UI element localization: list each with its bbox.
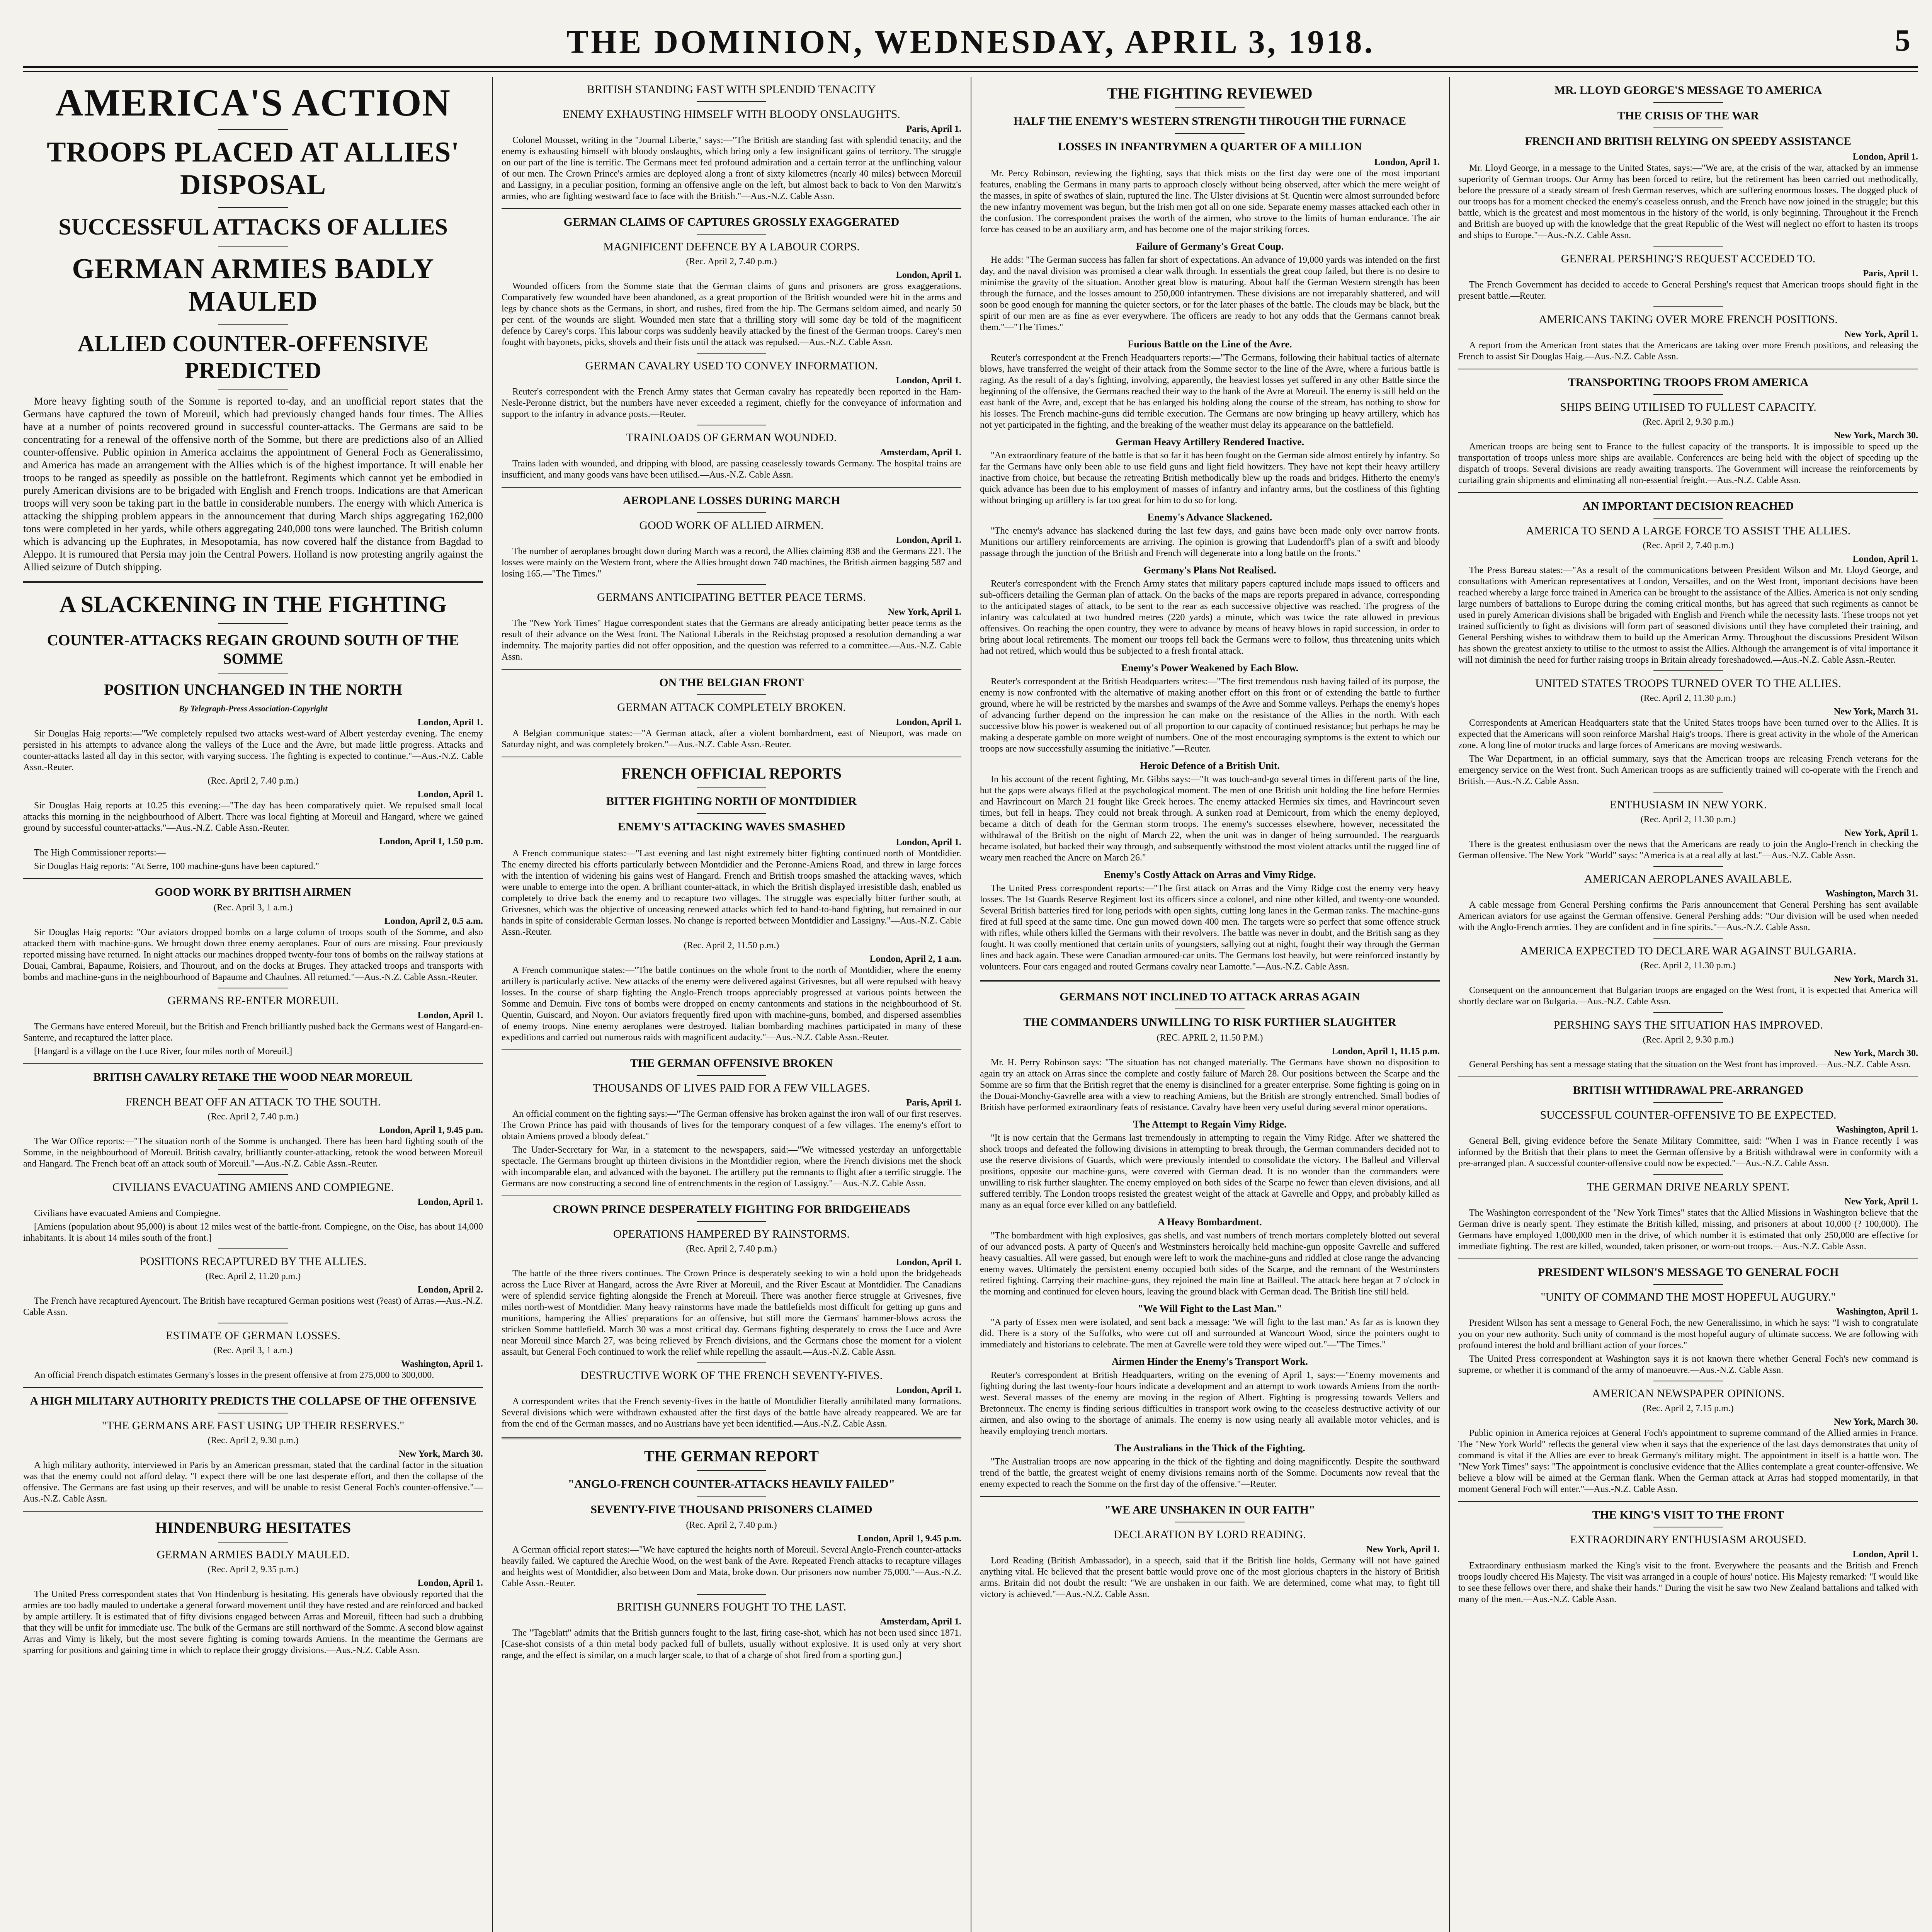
divider (1175, 107, 1245, 108)
received-line: (Rec. April 2, 9.30 p.m.) (1643, 1035, 1734, 1045)
divider (1458, 1501, 1918, 1502)
article-paragraph: The French have recaptured Ayencourt. The British have recaptured German positions west (?east) of Arras.—Aus.-N.Z. Cable Assn. (23, 1296, 483, 1317)
headline: THE GERMAN REPORT (644, 1447, 819, 1465)
headline: GOOD WORK BY BRITISH AIRMEN (155, 886, 352, 898)
divider (697, 813, 766, 814)
subheading: Germany's Plans Not Realised. (1143, 565, 1276, 576)
dateline: Paris, April 1. (906, 1098, 961, 1108)
divider (218, 1248, 288, 1249)
article-paragraph: The Under-Secretary for War, in a statement to the newspapers, said:—"We witnessed yesterday an unforgettable spectacle. The Germans brought up thirteen divisions in the Montdidier region, where the French divisions met the shock with incomparable elan, and advanced with the bayonet. The artillery put the remnants to flight after a terrific struggle. The Germans are now constructing a second line of entrenchments in the region of Lassigny."—Aus.-N.Z. Cable Assn. (502, 1145, 961, 1189)
column-1 (23, 77, 483, 1932)
headline: "THE GERMANS ARE FAST USING UP THEIR RESERVES." (102, 1419, 405, 1432)
divider (697, 787, 766, 788)
received-line: (Rec. April 2, 9.30 p.m.) (207, 1435, 299, 1446)
divider (1175, 133, 1245, 134)
dateline: London, April 1. (896, 1385, 961, 1395)
article-paragraph: The Press Bureau states:—"As a result of the communications between President Wilson and Mr. Lloyd George, and consultations with American representatives at London, Versailles, and on the West front, important decisions have been reached whereby a large force trained in America can be brought to the assistance of the Allies. America is not only sending large numbers of battalions to Europe during the coming critical months, but has agreed that such regiments as cannot be used in purely American divisions shall be brigaded with English and French while the necessity lasts. These troops not yet trained sufficiently to fight as divisions will form part of seasoned divisions until they have completed their training, and General Pershing wishes to withdraw them to build up the American Army. Throughout the discussions President Wilson has shown the greatest anxiety to utilise to the utmost to assist the Allies. Although the arrangement is of vital importance it will not diminish the need for further raising troops in Britain already foreshadowed.—Aus.-N.Z. Cable Assn.-Reuter. (1458, 565, 1918, 665)
headline: TRAINLOADS OF GERMAN WOUNDED. (626, 431, 837, 444)
headline: GERMAN ARMIES BADLY MAULED. (156, 1548, 350, 1561)
article-paragraph: A Belgian communique states:—"A German attack, after a violent bombardment, east of Nieuport, was made on Saturday night, and was completely broken."—Aus.-N.Z. Cable Assn.-Reuter. (502, 728, 961, 750)
dateline: Washington, April 1. (401, 1359, 483, 1369)
subheading: Furious Battle on the Line of the Avre. (1128, 338, 1292, 350)
article-paragraph: Sir Douglas Haig reports:—"We completely repulsed two attacks west-ward of Albert yesterday evening. The enemy persisted in his attempts to advance along the valleys of the Luce and the Avre, but made little progress. Attacks and counter-attacks lasted all day in this sector, with varying success. The fighting is expected to continue."—Aus.-N.Z. Cable Assn.-Reuter. (23, 729, 483, 772)
divider (697, 101, 766, 102)
headline: BRITISH CAVALRY RETAKE THE WOOD NEAR MOREUIL (93, 1071, 413, 1083)
headline: THE GERMAN DRIVE NEARLY SPENT. (1587, 1180, 1790, 1193)
headline: THE KING'S VISIT TO THE FRONT (1592, 1509, 1784, 1521)
article-paragraph: There is the greatest enthusiasm over the news that the Americans are ready to join the Anglo-French in checking the German offensive. The New York "World" says: "America is at a real ally at last."—Aus.-N.Z. Cable Assn. (1458, 839, 1918, 861)
headline: THOUSANDS OF LIVES PAID FOR A FEW VILLAGES. (593, 1082, 870, 1094)
headline: "UNITY OF COMMAND THE MOST HOPEFUL AUGURY." (1541, 1291, 1836, 1303)
column-4 (1458, 77, 1918, 1932)
received-line: (Rec. April 2, 7.40 p.m.) (686, 257, 777, 267)
dateline: London, April 1. (1852, 554, 1918, 564)
headline: GERMANS ANTICIPATING BETTER PEACE TERMS. (597, 591, 866, 604)
divider (502, 208, 961, 209)
article-paragraph: Reuter's correspondent at the British Headquarters writes:—"The first tremendous rush having failed of its purpose, the enemy is now confronted with the alternative of making another effort on this front or of extending the battle to further ground, where he will be restricted by the marshes and swamps of the Avre and Somme valleys. Perhaps the enemy's hopes of advancing further depend on the impression he can make on the resistance of the Allies in the north. With each successive blow his power is weakened out of all proportion to our capacity of continued resistance; but perhaps he may be making a desperate gamble on more weight of numbers. One of the most encouraging symptoms is the extent to which our troops are now successfully assuming the initiative."—Reuter. (980, 677, 1440, 754)
received-line: (Rec. April 2, 7.40 p.m.) (207, 1112, 299, 1122)
headline: UNITED STATES TROOPS TURNED OVER TO THE ALLIES. (1535, 677, 1841, 690)
subheading: "We Will Fight to the Last Man." (1138, 1303, 1282, 1314)
article-paragraph: He adds: "The German success has fallen far short of expectations. An advance of 19,000 yards was intended on the first day, and the naval division was promised a clear walk through. In essentials the great coup failed, but there is no desire to minimise the gravity of the situation. Another great blow is maturing. About half the German Western strength has been through the furnace, and the losses amount to 250,000 infantrymen. These divisions are not irreparably shattered, and will soon be good enough for manning the quieter sectors, or for the later phases of the battle. The clouds may be black, but the spirit of our men are as fine as ever everywhere. The officers are ready to hot any odds that the Germans cannot break them."—"The Times." (980, 255, 1440, 332)
article-paragraph: Civilians have evacuated Amiens and Compiegne. (34, 1208, 221, 1218)
headline: AEROPLANE LOSSES DURING MARCH (622, 494, 840, 507)
divider (1653, 1102, 1723, 1103)
headline: BRITISH STANDING FAST WITH SPLENDID TENACITY (587, 83, 876, 96)
subheading: German Heavy Artillery Rendered Inactive. (1115, 436, 1304, 447)
divider (697, 1470, 766, 1471)
divider (23, 1387, 483, 1388)
article-paragraph: A cable message from General Pershing confirms the Paris announcement that General Pershing has sent available American aviators for use against the German offensive. General Pershing adds: "Our division will be used when needed with the Anglo-French armies. They are confident and in fine spirits."—Aus.-N.Z. Cable Assn. (1458, 900, 1918, 932)
dateline: London, April 1. (417, 1010, 483, 1020)
dateline: London, April 1. (1852, 1549, 1918, 1560)
divider (218, 324, 288, 325)
masthead (23, 19, 1918, 68)
received-line: (Rec. April 2, 7.40 p.m.) (686, 1244, 777, 1254)
divider (1653, 306, 1723, 307)
column-rule (492, 77, 493, 1932)
article-paragraph: Consequent on the announcement that Bulgarian troops are engaged on the West front, it is expected that America will shortly declare war on Bulgaria.—Aus.-N.Z. Cable Assn. (1458, 985, 1918, 1007)
received-line: (Rec. April 2, 7.40 p.m.) (686, 1520, 777, 1530)
dateline: Washington, April 1. (1836, 1125, 1918, 1135)
received-line: (REC. APRIL 2, 11.50 P.M.) (1156, 1033, 1263, 1043)
column-2 (502, 77, 961, 1932)
headline: PRESIDENT WILSON'S MESSAGE TO GENERAL FOCH (1537, 1266, 1839, 1279)
received-line: (Rec. April 2, 11.30 p.m.) (1640, 961, 1736, 971)
headline: AMERICANS TAKING OVER MORE FRENCH POSITIONS. (1539, 313, 1838, 326)
headline: MR. LLOYD GEORGE'S MESSAGE TO AMERICA (1554, 84, 1822, 97)
headline: THE FIGHTING REVIEWED (1107, 85, 1313, 102)
article-paragraph: A French communique states:—"The battle continues on the whole front to the north of Montdidier, where the enemy artillery is particularly active. New attacks of the enemy were delivered against Grivesnes, but all were repulsed with heavy losses. In the course of sharp fighting the Anglo-French troops appreciably progressed at various points between the Somme and Demuin. Five tons of bombs were dropped on enemy cantonments and stations in the neighbourhood of St. Quentin, Guiscard, and Noyon. Our aviators frequently fired upon with machine-guns, bombed, and dispersed assemblies of enemy troops. Nine enemy aeroplanes were destroyed. Italian bombarding machines participated in many of these expeditions and carried out numerous raids with magnificent audacity."—Aus.-N.Z. Cable Assn.-Reuter. (502, 965, 961, 1043)
dateline: London, April 1. (417, 789, 483, 799)
dateline: London, April 1. (896, 1257, 961, 1267)
dateline: New York, March 30. (1834, 430, 1918, 440)
received-line: (Rec. April 2, 7.15 p.m.) (1643, 1403, 1734, 1413)
dateline: London, April 1. (896, 837, 961, 847)
dateline: Washington, April 1. (1836, 1307, 1918, 1317)
article-paragraph: The War Office reports:—"The situation north of the Somme is unchanged. There has been hard fighting south of the Somme, in the neighbourhood of Moreuil. British cavalry, brilliantly counter-attacking, retook the wood between Moreuil and Hangard. The French beat off an attack south of Moreuil."—Aus.-N.Z. Cable Assn.-Reuter. (23, 1136, 483, 1169)
headline: A HIGH MILITARY AUTHORITY PREDICTS THE COLLAPSE OF THE OFFENSIVE (30, 1395, 476, 1407)
divider (502, 669, 961, 670)
received-line: (Rec. April 2, 11.50 p.m.) (684, 940, 779, 951)
headline: SUCCESSFUL COUNTER-OFFENSIVE TO BE EXPECTED. (1540, 1109, 1837, 1121)
headline: ALLIED COUNTER-OFFENSIVE PREDICTED (77, 331, 429, 383)
dateline: London, April 2. (417, 1285, 483, 1295)
received-line: (Rec. April 2, 11.30 p.m.) (1640, 815, 1736, 825)
article-paragraph: The battle of the three rivers continues. The Crown Prince is desperately seeking to win a hold upon the bridgeheads across the Luce River at Hangard, across the Avre River at Moreuil, and the River Escaut at Montdidier. The Canadians were of splendid service fighting alongside the French at Moreuil. There was another fierce struggle at Grivesnes, five miles north-west of Montdidier. Many heavy rainstorms have made the battlefields most difficult for getting up guns and munitions, hampering the Allies' preparations for an offensive, but still more the Germans' hammer-blows across the stricken Somme battlefield. March 30 was a most critical day. Germans fighting desperately to cross the Luce and Avre near Moreuil since March 27, was being relieved by French divisions, and the Germans chose the moment for a violent assault, but General Foch continued to work the relief while repelling the assault.—Aus.-N.Z. Cable Assn. (502, 1269, 961, 1357)
headline: DECLARATION BY LORD READING. (1114, 1528, 1306, 1541)
article-paragraph: Lord Reading (British Ambassador), in a speech, said that if the British line holds, Germany will not have gained anything vital. He believed that the present battle would prove one of the most glorious chapters in the history of British arms. Britain did not doubt the result: "We are unshaken in our faith. We are determined, come what may, to fight till victory is achieved."—Aus.-N.Z. Cable Assn. (980, 1556, 1440, 1599)
headline: GERMAN ATTACK COMPLETELY BROKEN. (617, 701, 846, 714)
article-paragraph: The United Press correspondent reports:—"The first attack on Arras and the Vimy Ridge cost the enemy very heavy losses. The 1st Guards Reserve Regiment lost its officers since a colonel, and nine other killed, and twenty-one wounded. Several British batteries fired for long periods with open sights, cutting long lanes in the German ranks. The machine-guns fired at full speed at the same time. One gun mowed down 400 men. The targets were so perfect that some offence struck with rifles, while others killed the Germans with their revolvers. The battle was never in doubt, and the British sang as they fought. It was coolly mentioned that certain units of youngsters, sallying out at night, fought their way through the German lines and back again. These were Canadian armoured-car units. The Germans lost heavily, but were reinforced instantly by volunteers. Four cars engaged and routed Germans cavalry near Lamotte."—Aus.-N.Z. Cable Assn. (980, 883, 1440, 972)
dateline: New York, April 1. (1366, 1544, 1440, 1554)
headline: HINDENBURG HESITATES (155, 1519, 351, 1536)
received-line: (Rec. April 2, 11.30 p.m.) (1640, 693, 1736, 703)
column-rule (1449, 77, 1450, 1932)
article-paragraph: Reuter's correspondent with the French Army states that military papers captured include maps issued to officers and sub-officers detailing the German plan of attack. On the backs of the maps are reports prepared in advance, corresponding to the anticipated stages of attack, to be sent to the rear as each successive objective was reached. The progress of the infantry was calculated at two hundred metres (220 yards) a minute, which was twice the rate allowed in previous offensives. On reaching the open country, they were to advance by means of heavy blows in rapid succession, in order to bring about local retirements. The moment our troops fell back the Germans were to follow, thus threatening units which had not retired, which would thus be subjected to a fresh frontal attack. (980, 579, 1440, 656)
headline: THE GERMAN OFFENSIVE BROKEN (630, 1057, 833, 1070)
divider (218, 1174, 288, 1175)
divider (1653, 394, 1723, 395)
headline: A SLACKENING IN THE FIGHTING (59, 592, 447, 617)
headline: EXTRAORDINARY ENTHUSIASM AROUSED. (1570, 1533, 1806, 1546)
headline: CROWN PRINCE DESPERATELY FIGHTING FOR BRIDGEHEADS (553, 1203, 910, 1216)
masthead-title: THE DOMINION, WEDNESDAY, APRIL 3, 1918. (566, 23, 1375, 60)
article-paragraph: The "New York Times" Hague correspondent states that the Germans are already anticipating better peace terms as the result of their advance on the West front. The National Liberals in the Reichstag proposed a resolution demanding a war indemnity. The majority parties did not offer opposition, and the question was referred to a committee.—Aus.-N.Z. Cable Assn. (502, 618, 961, 662)
divider (218, 246, 288, 247)
divider (23, 1063, 483, 1064)
article-paragraph: [Amiens (population about 95,000) is about 12 miles west of the battle-front. Compiegne, on the Oise, has about 14,000 inhabitants. It is about 14 miles south of the front.] (23, 1222, 483, 1243)
article-paragraph: The "Tageblatt" admits that the British gunners fought to the last, firing case-shot, which has not been used since 1871. [Case-shot consists of a thin metal body packed full of bullets, usually without explosive. It is used only at very short range, and the effect is similar, on a much larger scale, to that of a charge of shot fired from a sporting gun.] (502, 1628, 961, 1660)
divider (218, 129, 288, 130)
divider (697, 1496, 766, 1497)
subheading: Airmen Hinder the Enemy's Transport Work. (1112, 1356, 1308, 1367)
headline: FRENCH AND BRITISH RELYING ON SPEEDY ASSISTANCE (1525, 135, 1852, 148)
subheading: A Heavy Bombardment. (1158, 1216, 1262, 1228)
article-paragraph: Reuter's correspondent at British Headquarters, writing on the evening of April 1, says:—"Enemy movements and fighting during the last twenty-four hours indicate a development and an attempt to work towards Amiens from the north-west. Several masses of the enemy are moving in the region of Albert. Fighting is progressing towards Vellers and Bretonneux. The enemy is finding serious difficulties in transport work owing to the ceaseless destructive activity of our airmen, and also owing to the shortage of animals. The enemy is now using nearly all available motor vehicles, and is heavily employing trench mortars. (980, 1370, 1440, 1436)
page-number: 5 (1895, 24, 1910, 58)
dateline: London, April 2, 0.5 a.m. (384, 916, 483, 926)
article-paragraph: An official comment on the fighting says:—"The German offensive has broken against the iron wall of our first reserves. The Crown Prince has paid with thousands of lives for the temporary conquest of a few villages. The enemy's effort to obtain Amiens proved a bloody defeat." (502, 1109, 961, 1141)
article-paragraph: The Germans have entered Moreuil, but the British and French brilliantly pushed back the Germans west of Hangard-en-Santerre, and recaptured the latter place. (23, 1022, 483, 1043)
divider (697, 234, 766, 235)
headline: FRENCH OFFICIAL REPORTS (621, 765, 842, 782)
headline: GERMAN CAVALRY USED TO CONVEY INFORMATION. (585, 359, 878, 372)
article-paragraph: "An extraordinary feature of the battle is that so far it has been fought on the German side almost entirely by infantry. So far the Germans have only been able to use field guns and light field howitzers. They have not kept their heavy artillery inactive from choice, but because the retreating British methodically blew up the roads and bridges. Hitherto the enemy's quick advance has been due to his employment of masses of infantry and infantry arms, but the costliness of this fighting without bringing up artillery is far too great for him to do so for long. (980, 451, 1440, 505)
divider (1653, 1012, 1723, 1013)
divider (502, 487, 961, 488)
article-paragraph: Reuter's correspondent at the French Headquarters reports:—"The Germans, following their habitual tactics of alternate blows, have transferred the weight of their attack from the Somme sector to the line of the Avre, where a furious battle is raging. As the result of a day's fighting, involving, apparently, the heaviest losses yet suffered in any other Battle since the beginning of the offensive, the Germans reached their way to the bank of the Avre at Moreuil. The enemy is still held on the east bank of the Avre, and, except that he has enlarged his holding along the course of the stream, has nothing to show for his losses. The French machine-guns did terrible execution. The Germans are now bringing up heavy artillery, which has not yet participated in the fighting, and the breaking of the weather must delay its appearance on the battlefield. (980, 353, 1440, 430)
article-paragraph: Correspondents at American Headquarters state that the United States troops have been turned over to the Allies. It is expected that the Americans will soon reinforce Marshal Haig's troops. There is great activity in the whole of the American zone. A long line of motor trucks and large forces of Americans are moving westwards. (1458, 718, 1918, 750)
dateline: London, April 1. (417, 718, 483, 728)
dateline: London, April 1. (896, 717, 961, 727)
dateline: Amsterdam, April 1. (880, 1617, 961, 1627)
divider (1653, 670, 1723, 671)
article-paragraph: Colonel Mousset, writing in the "Journal Liberte," says:—"The British are standing fast with splendid tenacity, and the enemy is exhausting himself with bloody onslaughts, which bring only a few insignificant gains of territory. The struggle on our part of the line is terrific. The Germans meet fed profound admiration and a certain terror at the unflinching valour of our men. The Crown Prince's armies are deployed along a front of sixty kilometres (nearly 40 miles) between Moreuil and Lassigny, in a peculiar position, forming an offensive angle on the left, but almost back to back to Von den Marwitz's armies, who are fighting westward face to face with the British."—Aus.-N.Z. Cable Assn. (502, 135, 961, 201)
dateline: New York, April 1. (888, 607, 961, 617)
dateline: London, April 1, 9.45 p.m. (857, 1534, 961, 1544)
headline: POSITIONS RECAPTURED BY THE ALLIES. (139, 1255, 367, 1268)
subheading: Enemy's Costly Attack on Arras and Vimy Ridge. (1104, 869, 1316, 880)
divider (502, 1437, 961, 1439)
headline: ENEMY'S ATTACKING WAVES SMASHED (617, 820, 845, 833)
headline: LOSSES IN INFANTRYMEN A QUARTER OF A MILLION (1058, 140, 1362, 153)
dateline: London, April 1, 9.45 p.m. (379, 1125, 483, 1135)
divider (697, 584, 766, 585)
divider (697, 1075, 766, 1076)
received-line: (Rec. April 3, 1 a.m.) (214, 1345, 293, 1355)
dateline: New York, March 31. (1834, 974, 1918, 984)
divider (697, 1362, 766, 1363)
headline: THE CRISIS OF THE WAR (1617, 109, 1759, 122)
headline: ESTIMATE OF GERMAN LOSSES. (166, 1329, 340, 1342)
received-line: (Rec. April 2, 9.35 p.m.) (207, 1565, 299, 1575)
headline: GERMANS RE-ENTER MOREUIL (167, 994, 339, 1007)
masthead-rule (23, 71, 1918, 72)
article-paragraph: The United Press correspondent states that Von Hindenburg is hesitating. His generals have obviously reported that the armies are too badly mauled to undertake a general forward movement until they have rested and are reinforced and backed by ample artillery. It is estimated that of fifty divisions engaged between Arras and Moreuil, fifteen had such a drubbing that they will be unfit for immediate use. The bulk of the Germans are still northward of the Somme. A second blow against Arras and Vimy is likely, but the most severe fighting is coming towards Amiens. In the meantime the Germans are sparring for positions and gaining time in which to replace their groggy divisions.—Aus.-N.Z. Cable Assn. (23, 1589, 483, 1655)
dateline: London, April 1, 11.15 p.m. (1332, 1046, 1440, 1056)
headline: ENEMY EXHAUSTING HIMSELF WITH BLOODY ONSLAUGHTS. (563, 108, 900, 121)
article-paragraph: Mr. Percy Robinson, reviewing the fighting, says that thick mists on the first day were one of the most important features, enabling the Germans in many parts to approach closely without being observed, after which the mere weight of the masses, in spite of swathes of slain, ruptured the line. The Ulster divisions at St. Quentin were almost surrounded before the new infantry movement was begun, but the Irish men got all on one side. Separate enemy masses attacked each other in the confusion. The correspondent praises the worth of the airmen, who strove to the limits of human endurance. The air force has ceased to be an auxiliary arm, and has become one of the major striking forces. (980, 168, 1440, 235)
dateline: Paris, April 1. (906, 124, 961, 134)
article-paragraph: A correspondent writes that the French seventy-fives in the battle of Montdidier literally annihilated many formations. Several divisions which were withdrawn exhausted after the first days of the battle have already reappeared. We are far from the end of the German masses, and no Austrians have yet been identified.—Aus.-N.Z. Cable Assn. (502, 1396, 961, 1429)
divider (980, 980, 1440, 982)
column-3 (980, 77, 1440, 1932)
dateline: London, April 2, 1 a.m. (869, 954, 961, 964)
received-line: (Rec. April 2, 7.40 p.m.) (207, 776, 299, 786)
divider (1653, 102, 1723, 103)
dateline: New York, April 1. (1844, 828, 1918, 838)
article-paragraph: The French Government has decided to accede to General Pershing's request that American troops should fight in the present battle.—Reuter. (1458, 280, 1918, 301)
article-paragraph: The Washington correspondent of the "New York Times" states that the Allied Missions in Washington believe that the German drive is nearly spent. They estimate the British killed, missing, and prisoners at about 10,000 (? 100,000). The Germans have employed 1,000,000 men in the drive, of which number it is estimated that only 250,000 are effective for immediate fighting. The rest are killed, wounded, taken prisoner, or worn-out troops.—Aus.-N.Z. Cable Assn. (1458, 1208, 1918, 1252)
article-paragraph: "The Australian troops are now appearing in the thick of the fighting and doing magnificently. Despite the southward trend of the battle, the greatest weight of enemy divisions remains north of the Somme. Documents now reveal that the enemy expected to reach the Somme on the first day of the offensive."—Reuter. (980, 1457, 1440, 1489)
dateline: London, April 1. (1852, 152, 1918, 162)
dateline: London, April 1. (417, 1197, 483, 1207)
headline: AMERICAN AEROPLANES AVAILABLE. (1584, 872, 1793, 885)
dateline: Paris, April 1. (1863, 269, 1918, 279)
headline: TROOPS PLACED AT ALLIES' DISPOSAL (47, 136, 459, 201)
headline: GENERAL PERSHING'S REQUEST ACCEDED TO. (1561, 252, 1816, 265)
article-paragraph: Trains laden with wounded, and dripping with blood, are passing ceaselessly towards Germany. The hospital trains are insufficient, and many goods vans have been utilised.—Aus.-N.Z. Cable Assn. (502, 459, 961, 480)
headline: AMERICAN NEWSPAPER OPINIONS. (1592, 1387, 1785, 1400)
received-line: (Rec. April 2, 7.40 p.m.) (1643, 541, 1734, 551)
divider (1653, 938, 1723, 939)
divider (1653, 1284, 1723, 1285)
dateline: London, April 1. (417, 1578, 483, 1588)
headline: AMERICA EXPECTED TO DECLARE WAR AGAINST BULGARIA. (1520, 944, 1857, 957)
divider (502, 1049, 961, 1050)
article-paragraph: Sir Douglas Haig reports at 10.25 this evening:—"The day has been comparatively quiet. We repulsed small local attacks this morning in the neighbourhood of Albert. There was local fighting at Moreuil and Hangard, where we gained ground by successful counter-attacks."—Aus.-N.Z. Cable Assn.-Reuter. (23, 801, 483, 833)
article-paragraph: A high military authority, interviewed in Paris by an American pressman, stated that the cardinal factor in the situation was that the enemy could not afford delay. "I expect there will be one last desperate effort, and then the collapse of the offensive. The Germans are fast using up their reserves, and will be unable to resist General Foch's counter-offensive."—Aus.-N.Z. Cable Assn. (23, 1460, 483, 1504)
headline: ON THE BELGIAN FRONT (659, 676, 804, 689)
source-line: By Telegraph-Press Association-Copyright (179, 704, 328, 713)
headline: OPERATIONS HAMPERED BY RAINSTORMS. (613, 1228, 850, 1240)
article-paragraph: Mr. H. Perry Robinson says: "The situation has not changed materially. The Germans have shown no disposition to again try an attack on Arras since the complete and costly failure of March 28. Our positions between the Scarpe and the Somme are so firm that the British regret that the enemy is disinclined for a greater enterprise. Some fighting is going on in the Douai-Monchy-Gavrelle area with a view to reaching Amiens, but the British are strongly entrenched. Small bodies of British have performed extraordinary feats of resistance. Cavalry have been very useful during several minor operations. (980, 1058, 1440, 1112)
headline: "WE ARE UNSHAKEN IN OUR FAITH" (1104, 1503, 1315, 1516)
article-paragraph: Public opinion in America rejoices at General Foch's appointment to supreme command of the Allied armies in France. The "New York World" reflects the general view when it says that the experience of the last days demonstrates that unity of command is vital if the Allies are ever to break Germany's military might. The appointment in itself is a battle won. The "New York Times" says: "The appointment is conclusive evidence that the Allies contemplate a great counter-offensive. We believe a blow will be aimed at the German flank. When the German attack at Arras had stopped momentarily, in that moment General Foch will enter."—Aus.-N.Z. Cable Assn. (1458, 1428, 1918, 1494)
article-paragraph: "The bombardment with high explosives, gas shells, and vast numbers of trench mortars completely blotted out several of our advanced posts. A party of Queen's and Westminsters heroically held machine-gun opposite Gavrelle and suffered heavy casualties. All were gassed, but enough were left to work the machine-guns and riddled at close range the advancing enemy waves. Ultimately the persistent enemy occupied both sides of the Scarpe, and the remnant of the Westminsters retired fighting. Carrying their machine-guns, they rejoined the main line at Bailleul. The attack here began at 7 o'clock in the morning and continued for eleven hours, leaving the ground black with German dead. The British line still held. (980, 1231, 1440, 1297)
headline: SUCCESSFUL ATTACKS OF ALLIES (58, 214, 448, 240)
dateline: New York, April 1. (1844, 1197, 1918, 1207)
headline: GERMANS NOT INCLINED TO ATTACK ARRAS AGAIN (1060, 990, 1360, 1003)
article-paragraph: Mr. Lloyd George, in a message to the United States, says:—"We are, at the crisis of the war, attacked by an immense superiority of German troops. Our Army has been forced to retire, but the retirement has been carried out methodically, before the pressure of a steady stream of fresh German reserves, which are suffering enormous losses. The dogged pluck of our troops has for a moment checked the enemy's ceaseless onrush, and the French have now joined in the struggle; but this battle, which is the greatest and most momentous in the history of the world, is only beginning. Throughout it the French and British are buoyed up with the knowledge that the great Republic of the West will neglect no effort to hasten its troops and ships to Europe."—Aus.-N.Z. Cable Assn. (1458, 163, 1918, 240)
dateline: New York, April 1. (1844, 329, 1918, 339)
article-paragraph: Reuter's correspondent with the French Army states that German cavalry has repeatedly been reported in the Ham-Nesle-Peronne district, but the numbers have never exceeded a regiment, chiefly for the conveyance of information and support to the infantry in advance posts.—Reuter. (502, 387, 961, 419)
headline: "ANGLO-FRENCH COUNTER-ATTACKS HEAVILY FAILED" (568, 1478, 895, 1490)
headline: GOOD WORK OF ALLIED AIRMEN. (639, 519, 824, 532)
divider (23, 878, 483, 879)
headline: TRANSPORTING TROOPS FROM AMERICA (1568, 376, 1809, 389)
article-paragraph: [Hangard is a village on the Luce River, four miles north of Moreuil.] (34, 1046, 293, 1056)
headline: ENTHUSIASM IN NEW YORK. (1609, 798, 1767, 811)
subheading: Enemy's Power Weakened by Each Blow. (1121, 662, 1299, 673)
article-paragraph: A report from the American front states that the Americans are taking over more French positions, and releasing the French to assist Sir Douglas Haig.—Aus.-N.Z. Cable Assn. (1458, 340, 1918, 362)
article-paragraph: The War Department, in an official summary, says that the American troops are releasing French veterans for the emergency service on the West front. Such American troops as are sufficiently trained will co-operate with the French and British.—Aus.-N.Z. Cable Assn. (1458, 754, 1918, 786)
newspaper-page (23, 19, 1918, 1932)
divider (697, 1221, 766, 1222)
dateline: New York, March 30. (1834, 1417, 1918, 1427)
headline: PERSHING SAYS THE SITUATION HAS IMPROVED. (1553, 1019, 1823, 1031)
subheading: The Australians in the Thick of the Fighting. (1114, 1442, 1305, 1454)
divider (218, 207, 288, 208)
headline: BITTER FIGHTING NORTH OF MONTDIDIER (606, 795, 857, 808)
article-paragraph: American troops are being sent to France to the fullest capacity of the transports. It is impossible to speed up the transportation of troops unless more ships are available. Conferences are being held with the object of speeding up the dispatch of troops. Several divisions are ready awaiting transports. The Government will increase the reinforcements by curtailing grain shipments and eliminating all non-essential freight.—Aus.-N.Z. Cable Assn. (1458, 442, 1918, 485)
article-paragraph: Sir Douglas Haig reports: "At Serre, 100 machine-guns have been captured." (34, 861, 320, 871)
article-paragraph: A French communique states:—"Last evening and last night extremely bitter fighting continued north of Montdidier. The enemy directed his efforts particularly between Montdidier and the Peronne-Amiens Road, and threw in large forces with the intention of widening his gains west of Hangard. French and British troops smashed the attacking waves, which were unable to emerge into the open. A brilliant counter-attack, in which the British displayed irresistible dash, enabled us completely to drive back the enemy and to recapture two villages. The struggle was especially bitter further south, at Grivesnes, which was the objective of unceasing renewed attacks which fed to hand-to-hand fighting, but remained in our hands in spite of considerable German losses. No change is reported between Montdidier and Lassigny."—Aus.-N.Z. Cable Assn.-Reuter. (502, 849, 961, 937)
dateline: London, April 1. (896, 376, 961, 386)
divider (697, 694, 766, 695)
subheading: Failure of Germany's Great Coup. (1136, 241, 1284, 252)
article-paragraph: Sir Douglas Haig reports: "Our aviators dropped bombs on a large column of troops south of the Somme, and also attacked them with machine-guns. We brought down three enemy aeroplanes. Four of ours are missing. Four previously reported missing have returned. In night attacks our machines dropped twenty-four tons of bombs on the railway stations at Douai, Cambrai, Bapaume, Roisiers, and Thourout, and on the docks at Bruges. They attacked troops and transports with bombs and machine-guns in the neighbourhood of Bapaume and Chaulnes. All returned."—Aus.-N.Z. Cable Assn.-Reuter. (23, 927, 483, 982)
article-paragraph: "The enemy's advance has slackened during the last few days, and gains have been made only over narrow fronts. Munitions our artillery reinforcements are arriving. The opinion is growing that Ludendorff's plan of a swift and bloody passage through the junction of the British and French will degenerate into a long battle on the fronts." (980, 526, 1440, 558)
article-paragraph: The High Commissioner reports:— (34, 848, 166, 858)
article-paragraph: General Pershing has sent a message stating that the situation on the West front has improved.—Aus.-N.Z. Cable Assn. (1469, 1060, 1911, 1070)
article-paragraph: Wounded officers from the Somme state that the German claims of guns and prisoners are gross exaggerations. Comparatively few wounded have been abandoned, as a great proportion of the British wounded were hit in the arms and legs by chance shots as the Germans, in short, and rushes, fired from the hip. The Germans seldom aimed, and nearly 50 per cent. of the wounds are slight. Wounded men state that a thrilling story will some day be told of the magnificent defence by Carey's corps. This labour corps was suddenly heavily attacked by the finest of the German troops. Carey's men fought with bayonets, picks, shovels and their fists until the attack was repulsed.—Aus.-N.Z. Cable Assn. (502, 281, 961, 347)
divider (1653, 866, 1723, 867)
article-paragraph: "It is now certain that the Germans last tremendously in attempting to regain the Vimy Ridge. After we shattered the shock troops and defeated the following divisions in attempting to break through, the German commanders decided not to use the reserve divisions of Guards, which were previously intended to consolidate the victory. The Balleul and Villerval positions, opposite our machine-guns, were covered with German dead. It is no wonder than the commanders were unwilling to risk further slaughter. The enemy employed on both sides of the Scarpe no fewer than eleven divisions, and all suffered terribly. The London troops resisted the greatest weight of the attack at Gavrelle and Oppy, and probably killed as many as an equal force ever killed on any battlefield. (980, 1133, 1440, 1210)
dateline: London, April 1, 1.50 p.m. (379, 837, 483, 847)
article-paragraph: In his account of the recent fighting, Mr. Gibbs says:—"It was touch-and-go several times in different parts of the line, but the gaps were always filled at the psychological moment. The men of one British unit holding the line before Hermies and Havrincourt on March 21 fought like Greek heroes. The enemy attacked Hermies six times, and Havrincourt seven times, but fell in heaps. They could not break through. A sunken road at Demicourt, from which the enemy deployed, became a ditch of death for the German storm troops. The enemy's successes elsewhere, however, necessitated the withdrawal of the British on the night of March 22, when the unit was in danger of being surrounded. The rearguards became isolated, but backed their way through, and subsequently withstood the most violent attacks until the rugged line of weary men reached the Ancre on March 26." (980, 774, 1440, 863)
article-paragraph: "A party of Essex men were isolated, and sent back a message: 'We will fight to the last man.' As far as is known they did. There is a story of the Suffolks, who were cut off and surrounded at Wancourt Wood, since the pointers ought to immediately and historians to celebrate. The men at Gavrelle were told they were wiped out."—"The Times." (980, 1317, 1440, 1350)
divider (1653, 1174, 1723, 1175)
dateline: London, April 1. (896, 270, 961, 280)
divider (218, 623, 288, 624)
divider (23, 581, 483, 583)
headline: AMERICA'S ACTION (55, 81, 451, 124)
divider (1653, 246, 1723, 247)
divider (697, 1594, 766, 1595)
article-paragraph: President Wilson has sent a message to General Foch, the new Generalissimo, in which he says: "I wish to congratulate you on your new authority. Such unity of command is the most hopeful augury of ultimate success. We are following with profound interest the bold and brilliant action of your forces." (1458, 1318, 1918, 1350)
divider (980, 1496, 1440, 1497)
dateline: London, April 1. (1374, 157, 1440, 167)
headline: HALF THE ENEMY'S WESTERN STRENGTH THROUGH THE FURNACE (1013, 115, 1406, 128)
article-paragraph: The United Press correspondent at Washington says it is not known there whether General Foch's new command is supreme, or whether it is command of the army of manoeuvre.—Aus.-N.Z. Cable Assn. (1458, 1354, 1918, 1375)
headline: GERMAN ARMIES BADLY MAULED (72, 253, 434, 317)
headline: BRITISH WITHDRAWAL PRE-ARRANGED (1573, 1084, 1804, 1097)
divider (1653, 792, 1723, 793)
article-paragraph: An official French dispatch estimates Germany's losses in the present offensive at from 275,000 to 300,000. (34, 1370, 434, 1380)
headline: SHIPS BEING UTILISED TO FULLEST CAPACITY. (1560, 401, 1816, 413)
headline: GERMAN CLAIMS OF CAPTURES GROSSLY EXAGGERATED (563, 216, 900, 228)
article-paragraph: The number of aeroplanes brought down during March was a record, the Allies claiming 838 and the Germans 221. The losses were mainly on the Western front, where the Allies brought down 740 machines, the British airmen bagging 587 and losing 165.—"The Times." (502, 546, 961, 579)
dateline: London, April 1. (896, 535, 961, 545)
headline: DESTRUCTIVE WORK OF THE FRENCH SEVENTY-FIVES. (580, 1369, 883, 1382)
received-line: (Rec. April 3, 1 a.m.) (214, 903, 293, 913)
headline: AN IMPORTANT DECISION REACHED (1582, 500, 1794, 512)
headline: SEVENTY-FIVE THOUSAND PRISONERS CLAIMED (590, 1503, 872, 1516)
headline: FRENCH BEAT OFF AN ATTACK TO THE SOUTH. (125, 1095, 381, 1108)
headline: BRITISH GUNNERS FOUGHT TO THE LAST. (617, 1600, 846, 1613)
article-paragraph: Extraordinary enthusiasm marked the King's visit to the front. Everywhere the peasants and the British and French troops loudly cheered His Majesty. The visit was arranged in a couple of hours' notice. His Majesty remarked: "I would like to see these fellows over there, and shake their hands." During the visit he saw two New Zealand battalions and talked with many of the men.—Aus.-N.Z. Cable Assn. (1458, 1561, 1918, 1604)
dateline: New York, March 30. (1834, 1048, 1918, 1058)
divider (697, 512, 766, 513)
subheading: Enemy's Advance Slackened. (1147, 512, 1272, 523)
headline: AMERICA TO SEND A LARGE FORCE TO ASSIST THE ALLIES. (1526, 524, 1851, 537)
received-line: (Rec. April 2, 9.30 p.m.) (1643, 417, 1734, 427)
divider (1653, 518, 1723, 519)
received-line: (Rec. April 2, 11.20 p.m.) (205, 1271, 301, 1281)
summary-paragraph: More heavy fighting south of the Somme is reported to-day, and an unofficial report states that the Germans have captured the town of Moreuil, which had previously changed hands four times. The Allies have at a number of points recovered ground in successful counter-attacks. The Germans are said to be concentrating for a renewal of the offensive north of the Somme, but there are predictions also of an Allied counter-offensive. Public opinion in America acclaims the appointment of General Foch as Generalissimo, and America has made an arrangement with the Allies which is of the highest importance. It will enable her troops to be ranged as speedily as possible on the battlefront. Regiments which cannot yet be embodied in purely American divisions are to be brigaded with English and French troops. Indications are that American troops will very soon be taking part in the battle in considerable numbers. The energy with which America is attacking the shipping problem appears in the announcement that during March ships aggregating 162,000 tons were completed in her yards, while others aggregating 240,000 tons were launched. The British column which is advancing up the Euphrates, in Mesopotamia, has now covered half the distance from Bagdad to Aleppo. It is rumoured that Persia may join the Central Powers. Holland is now protesting angrily against the Allied seizure of Dutch shipping. (23, 395, 483, 573)
divider (218, 1542, 288, 1543)
dateline: New York, March 31. (1834, 707, 1918, 717)
headline: THE COMMANDERS UNWILLING TO RISK FURTHER SLAUGHTER (1023, 1016, 1396, 1029)
article-paragraph: A German official report states:—"We have captured the heights north of Moreuil. Several Anglo-French counter-attacks heavily failed. We captured the Arechie Wood, on the west bank of the Avre. Repeated French attacks to recapture villages and heights west of Montdidier, also between Dom and Mata, broke down. Our prisoners now number 75,000."—Aus.-N.Z. Cable Assn.-Reuter. (502, 1545, 961, 1588)
dateline: Washington, March 31. (1825, 889, 1918, 899)
headline: POSITION UNCHANGED IN THE NORTH (104, 681, 402, 698)
dateline: Amsterdam, April 1. (880, 447, 961, 457)
subheading: Heroic Defence of a British Unit. (1140, 760, 1280, 771)
divider (1458, 492, 1918, 493)
dateline: New York, March 30. (399, 1449, 483, 1459)
divider (23, 1511, 483, 1512)
divider (697, 353, 766, 354)
article-paragraph: General Bell, giving evidence before the Senate Military Committee, said: "When I was in France recently I was informed by the British that their plans to meet the German offensive by a British withdrawal were in conformity with a pre-arranged plan. A successful counter-offensive could now be expected."—Aus.-N.Z. Cable Assn. (1458, 1136, 1918, 1168)
subheading: The Attempt to Regain Vimy Ridge. (1133, 1119, 1287, 1130)
headline: CIVILIANS EVACUATING AMIENS AND COMPIEGNE. (112, 1181, 394, 1194)
divider (218, 1089, 288, 1090)
divider (218, 389, 288, 390)
headline: MAGNIFICENT DEFENCE BY A LABOUR CORPS. (603, 240, 860, 253)
headline: COUNTER-ATTACKS REGAIN GROUND SOUTH OF THE SOMME (47, 631, 459, 667)
